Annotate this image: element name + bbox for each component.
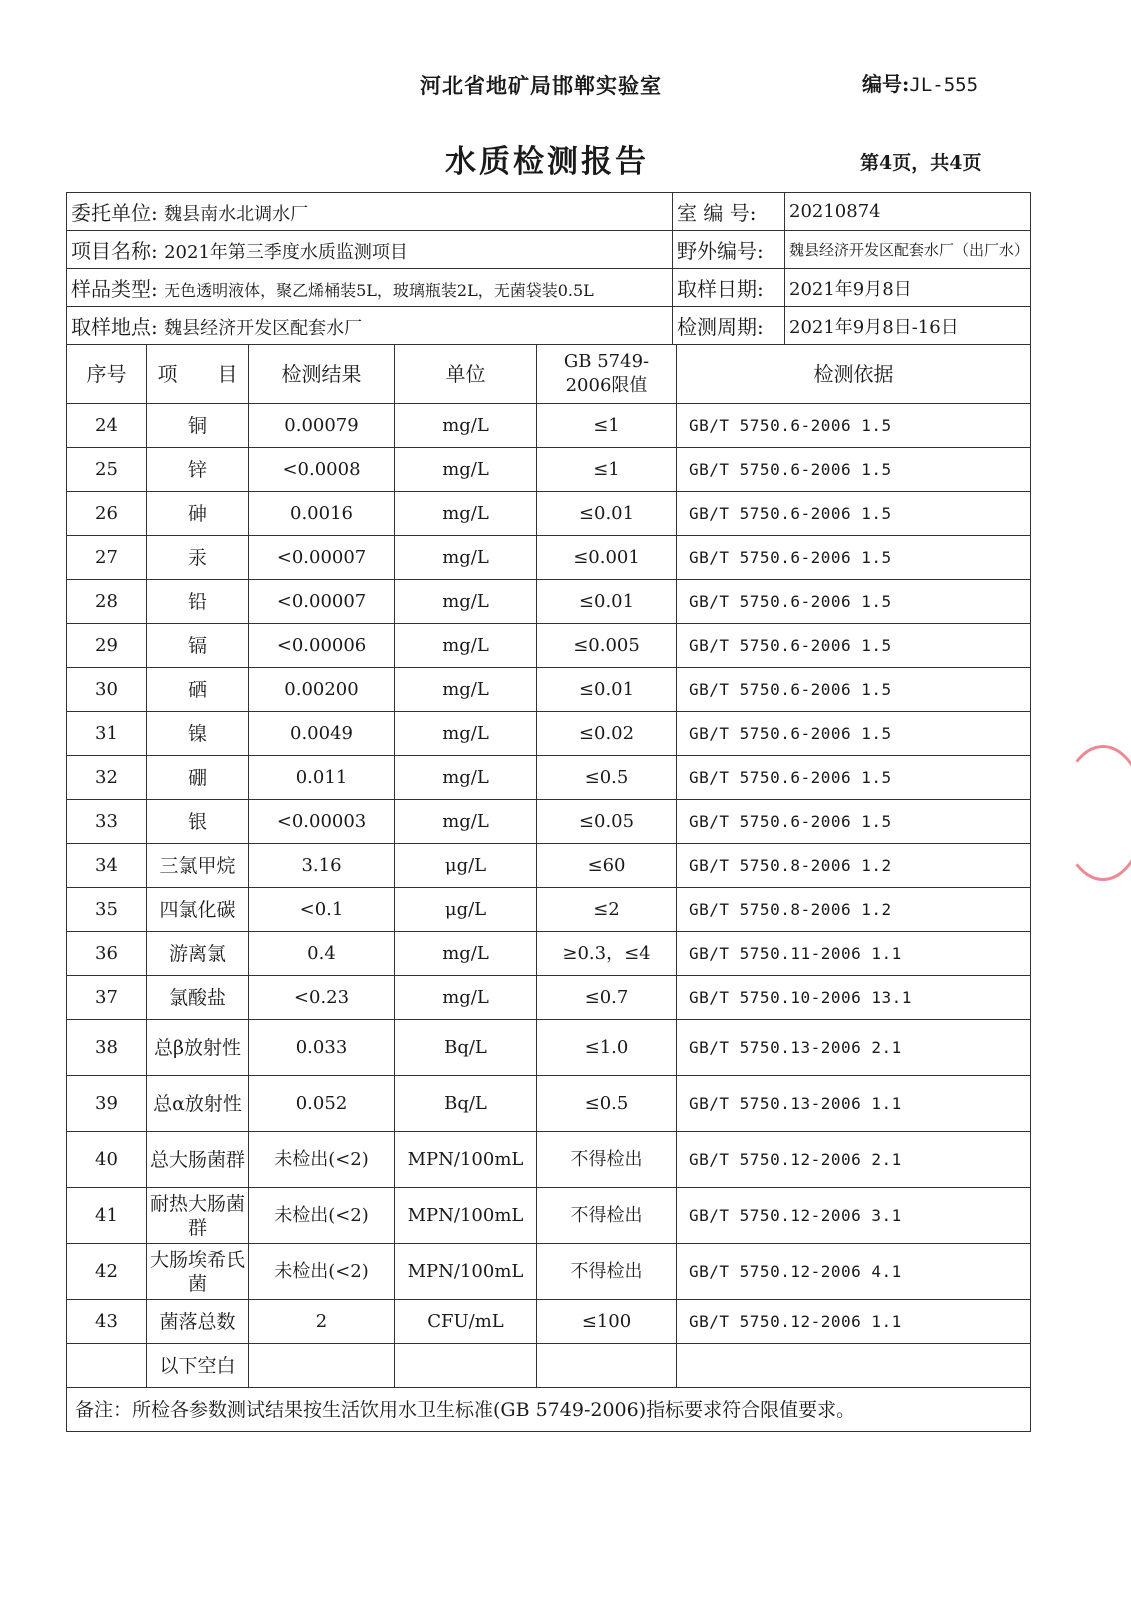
lab-name: 河北省地矿局邯郸实验室 bbox=[420, 73, 662, 98]
table-row bbox=[67, 932, 1031, 976]
cell-no: 32 bbox=[67, 756, 147, 800]
cell-basis: GB/T 5750.6-2006 1.5 bbox=[677, 448, 1031, 492]
cell-result: 0.0049 bbox=[249, 712, 395, 756]
cell-no: 38 bbox=[67, 1020, 147, 1076]
cell-unit: MPN/100mL bbox=[395, 1188, 537, 1244]
cell-basis: GB/T 5750.10-2006 13.1 bbox=[677, 976, 1031, 1020]
cell-no: 25 bbox=[67, 448, 147, 492]
table-row bbox=[67, 1344, 1031, 1388]
cell-result: <0.00007 bbox=[249, 580, 395, 624]
cell-basis: GB/T 5750.12-2006 3.1 bbox=[677, 1188, 1031, 1244]
sample-date-label: 取样日期: bbox=[673, 269, 785, 307]
cell-item: 氯酸盐 bbox=[147, 976, 249, 1020]
cell-basis: GB/T 5750.12-2006 2.1 bbox=[677, 1132, 1031, 1188]
table-row bbox=[67, 800, 1031, 844]
location-label: 取样地点: bbox=[71, 315, 158, 339]
location-cell bbox=[67, 307, 673, 345]
cell-limit: ≤1.0 bbox=[537, 1020, 677, 1076]
cell-limit: 不得检出 bbox=[537, 1132, 677, 1188]
client-label: 委托单位: bbox=[71, 201, 158, 225]
room-no-label: 室 编 号: bbox=[673, 193, 785, 231]
document-number-value: JL-555 bbox=[909, 74, 979, 96]
cell-limit: ≤0.5 bbox=[537, 756, 677, 800]
header-limit-line2: 2006限值 bbox=[565, 375, 648, 396]
cell-unit: Bq/L bbox=[395, 1020, 537, 1076]
cell-result: 0.011 bbox=[249, 756, 395, 800]
cell-no: 36 bbox=[67, 932, 147, 976]
table-row bbox=[67, 448, 1031, 492]
cell-item: 汞 bbox=[147, 536, 249, 580]
cell-no bbox=[67, 1344, 147, 1388]
cell-unit: mg/L bbox=[395, 712, 537, 756]
cell-limit: ≤0.02 bbox=[537, 712, 677, 756]
cell-result: 0.00200 bbox=[249, 668, 395, 712]
cell-no: 31 bbox=[67, 712, 147, 756]
cell-item: 铜 bbox=[147, 404, 249, 448]
document-number-label: 编号: bbox=[862, 72, 910, 96]
table-row bbox=[67, 668, 1031, 712]
cell-result: 3.16 bbox=[249, 844, 395, 888]
cell-basis: GB/T 5750.6-2006 1.5 bbox=[677, 404, 1031, 448]
cell-unit: MPN/100mL bbox=[395, 1132, 537, 1188]
cell-item: 耐热大肠菌群 bbox=[147, 1188, 249, 1244]
field-no-value: 魏县经济开发区配套水厂（出厂水） bbox=[785, 231, 1031, 269]
cell-result: 0.052 bbox=[249, 1076, 395, 1132]
cell-unit: mg/L bbox=[395, 668, 537, 712]
cell-unit: mg/L bbox=[395, 624, 537, 668]
info-row-client bbox=[67, 193, 1031, 231]
header-limit bbox=[537, 345, 677, 404]
cell-unit: mg/L bbox=[395, 976, 537, 1020]
cell-item: 游离氯 bbox=[147, 932, 249, 976]
cell-result: <0.00007 bbox=[249, 536, 395, 580]
cell-no: 30 bbox=[67, 668, 147, 712]
cell-basis: GB/T 5750.6-2006 1.5 bbox=[677, 756, 1031, 800]
cell-result: 0.0016 bbox=[249, 492, 395, 536]
cell-no: 29 bbox=[67, 624, 147, 668]
cell-limit: ≤1 bbox=[537, 448, 677, 492]
cell-limit: ≤0.01 bbox=[537, 580, 677, 624]
table-row bbox=[67, 1132, 1031, 1188]
page-info: 第4页，共4页 bbox=[860, 152, 982, 174]
cell-limit: ≤0.7 bbox=[537, 976, 677, 1020]
info-table bbox=[66, 192, 1031, 345]
table-row bbox=[67, 756, 1031, 800]
cell-item: 硒 bbox=[147, 668, 249, 712]
info-row-project bbox=[67, 231, 1031, 269]
note: 备注：所检各参数测试结果按生活饮用水卫生标准(GB 5749-2006)指标要求符合限值要求。 bbox=[67, 1388, 1031, 1432]
cell-basis: GB/T 5750.6-2006 1.5 bbox=[677, 580, 1031, 624]
stamp-edge bbox=[1060, 745, 1131, 881]
cell-item: 大肠埃希氏菌 bbox=[147, 1244, 249, 1300]
cell-basis: GB/T 5750.12-2006 1.1 bbox=[677, 1300, 1031, 1344]
cell-basis: GB/T 5750.6-2006 1.5 bbox=[677, 536, 1031, 580]
header-result: 检测结果 bbox=[249, 345, 395, 404]
cell-basis: GB/T 5750.13-2006 1.1 bbox=[677, 1076, 1031, 1132]
cell-item: 菌落总数 bbox=[147, 1300, 249, 1344]
cell-no: 35 bbox=[67, 888, 147, 932]
cell-unit: μg/L bbox=[395, 888, 537, 932]
table-row bbox=[67, 1076, 1031, 1132]
cell-basis: GB/T 5750.6-2006 1.5 bbox=[677, 668, 1031, 712]
table-row bbox=[67, 844, 1031, 888]
cell-limit: ≤100 bbox=[537, 1300, 677, 1344]
cell-unit: mg/L bbox=[395, 536, 537, 580]
cell-basis: GB/T 5750.11-2006 1.1 bbox=[677, 932, 1031, 976]
cell-result: <0.00006 bbox=[249, 624, 395, 668]
cell-unit: mg/L bbox=[395, 580, 537, 624]
cell-basis: GB/T 5750.8-2006 1.2 bbox=[677, 844, 1031, 888]
cell-unit: mg/L bbox=[395, 492, 537, 536]
cell-limit: 不得检出 bbox=[537, 1244, 677, 1300]
table-row bbox=[67, 1020, 1031, 1076]
cell-unit bbox=[395, 1344, 537, 1388]
info-row-location bbox=[67, 307, 1031, 345]
table-row bbox=[67, 536, 1031, 580]
sample-date-value: 2021年9月8日 bbox=[785, 269, 1031, 307]
cell-unit: μg/L bbox=[395, 844, 537, 888]
room-no-value: 20210874 bbox=[785, 193, 1031, 231]
cell-result bbox=[249, 1344, 395, 1388]
cell-item: 总β放射性 bbox=[147, 1020, 249, 1076]
cell-result: 未检出(<2) bbox=[249, 1132, 395, 1188]
cell-no: 42 bbox=[67, 1244, 147, 1300]
cell-unit: mg/L bbox=[395, 448, 537, 492]
results-table bbox=[66, 344, 1031, 1432]
document-number bbox=[862, 68, 978, 97]
cell-item: 总大肠菌群 bbox=[147, 1132, 249, 1188]
cell-result: <0.1 bbox=[249, 888, 395, 932]
info-row-sample-type bbox=[67, 269, 1031, 307]
cell-result: 0.033 bbox=[249, 1020, 395, 1076]
cell-result: <0.00003 bbox=[249, 800, 395, 844]
cell-item: 硼 bbox=[147, 756, 249, 800]
header-no: 序号 bbox=[67, 345, 147, 404]
cell-no: 24 bbox=[67, 404, 147, 448]
cell-no: 34 bbox=[67, 844, 147, 888]
table-row bbox=[67, 580, 1031, 624]
cell-no: 26 bbox=[67, 492, 147, 536]
cell-no: 33 bbox=[67, 800, 147, 844]
cell-result: 0.00079 bbox=[249, 404, 395, 448]
cell-result: 0.4 bbox=[249, 932, 395, 976]
cell-item: 铅 bbox=[147, 580, 249, 624]
cell-unit: mg/L bbox=[395, 800, 537, 844]
cell-item: 三氯甲烷 bbox=[147, 844, 249, 888]
cell-item: 总α放射性 bbox=[147, 1076, 249, 1132]
table-row bbox=[67, 404, 1031, 448]
table-row bbox=[67, 1188, 1031, 1244]
cell-item: 四氯化碳 bbox=[147, 888, 249, 932]
cell-basis: GB/T 5750.8-2006 1.2 bbox=[677, 888, 1031, 932]
period-value: 2021年9月8日-16日 bbox=[785, 307, 1031, 345]
cell-no: 37 bbox=[67, 976, 147, 1020]
header-limit-line1: GB 5749- bbox=[563, 351, 650, 372]
cell-limit: ≤0.001 bbox=[537, 536, 677, 580]
cell-item: 银 bbox=[147, 800, 249, 844]
cell-no: 27 bbox=[67, 536, 147, 580]
client-value: 魏县南水北调水厂 bbox=[164, 204, 309, 225]
table-row bbox=[67, 1300, 1031, 1344]
cell-result: 未检出(<2) bbox=[249, 1244, 395, 1300]
cell-item: 镍 bbox=[147, 712, 249, 756]
sample-type-label: 样品类型: bbox=[71, 277, 158, 301]
cell-item: 镉 bbox=[147, 624, 249, 668]
cell-basis: GB/T 5750.13-2006 2.1 bbox=[677, 1020, 1031, 1076]
cell-basis: GB/T 5750.6-2006 1.5 bbox=[677, 800, 1031, 844]
sample-type-value: 无色透明液体，聚乙烯桶装5L，玻璃瓶装2L，无菌袋装0.5L bbox=[164, 281, 594, 300]
period-label: 检测周期: bbox=[673, 307, 785, 345]
cell-basis: GB/T 5750.12-2006 4.1 bbox=[677, 1244, 1031, 1300]
cell-no: 40 bbox=[67, 1132, 147, 1188]
table-row bbox=[67, 492, 1031, 536]
cell-no: 28 bbox=[67, 580, 147, 624]
sample-type-cell bbox=[67, 269, 673, 307]
project-cell bbox=[67, 231, 673, 269]
cell-unit: mg/L bbox=[395, 932, 537, 976]
cell-limit: ≤60 bbox=[537, 844, 677, 888]
cell-unit: mg/L bbox=[395, 756, 537, 800]
report-title: 水质检测报告 bbox=[445, 144, 649, 180]
cell-limit: ≥0.3，≤4 bbox=[537, 932, 677, 976]
cell-no: 43 bbox=[67, 1300, 147, 1344]
cell-result: <0.23 bbox=[249, 976, 395, 1020]
note-row bbox=[67, 1388, 1031, 1432]
client-cell bbox=[67, 193, 673, 231]
cell-no: 39 bbox=[67, 1076, 147, 1132]
cell-unit: mg/L bbox=[395, 404, 537, 448]
cell-unit: MPN/100mL bbox=[395, 1244, 537, 1300]
cell-result: 2 bbox=[249, 1300, 395, 1344]
cell-basis: GB/T 5750.6-2006 1.5 bbox=[677, 712, 1031, 756]
cell-limit: ≤0.01 bbox=[537, 492, 677, 536]
cell-limit: ≤1 bbox=[537, 404, 677, 448]
cell-basis: GB/T 5750.6-2006 1.5 bbox=[677, 624, 1031, 668]
table-row bbox=[67, 976, 1031, 1020]
project-value: 2021年第三季度水质监测项目 bbox=[164, 242, 408, 263]
table-row bbox=[67, 624, 1031, 668]
cell-limit: 不得检出 bbox=[537, 1188, 677, 1244]
cell-item: 以下空白 bbox=[147, 1344, 249, 1388]
cell-result: <0.0008 bbox=[249, 448, 395, 492]
cell-limit: ≤2 bbox=[537, 888, 677, 932]
header-basis: 检测依据 bbox=[677, 345, 1031, 404]
header-item: 项 目 bbox=[147, 345, 249, 404]
table-row bbox=[67, 712, 1031, 756]
cell-unit: Bq/L bbox=[395, 1076, 537, 1132]
cell-result: 未检出(<2) bbox=[249, 1188, 395, 1244]
field-no-label: 野外编号: bbox=[673, 231, 785, 269]
cell-item: 锌 bbox=[147, 448, 249, 492]
header-unit: 单位 bbox=[395, 345, 537, 404]
project-label: 项目名称: bbox=[71, 239, 158, 263]
cell-limit: ≤0.005 bbox=[537, 624, 677, 668]
cell-basis: GB/T 5750.6-2006 1.5 bbox=[677, 492, 1031, 536]
table-row bbox=[67, 1244, 1031, 1300]
table-row bbox=[67, 888, 1031, 932]
cell-item: 砷 bbox=[147, 492, 249, 536]
location-value: 魏县经济开发区配套水厂 bbox=[164, 318, 363, 339]
cell-no: 41 bbox=[67, 1188, 147, 1244]
cell-unit: CFU/mL bbox=[395, 1300, 537, 1344]
cell-limit: ≤0.05 bbox=[537, 800, 677, 844]
cell-limit: ≤0.01 bbox=[537, 668, 677, 712]
cell-basis bbox=[677, 1344, 1031, 1388]
cell-limit bbox=[537, 1344, 677, 1388]
header-row bbox=[67, 345, 1031, 404]
cell-limit: ≤0.5 bbox=[537, 1076, 677, 1132]
